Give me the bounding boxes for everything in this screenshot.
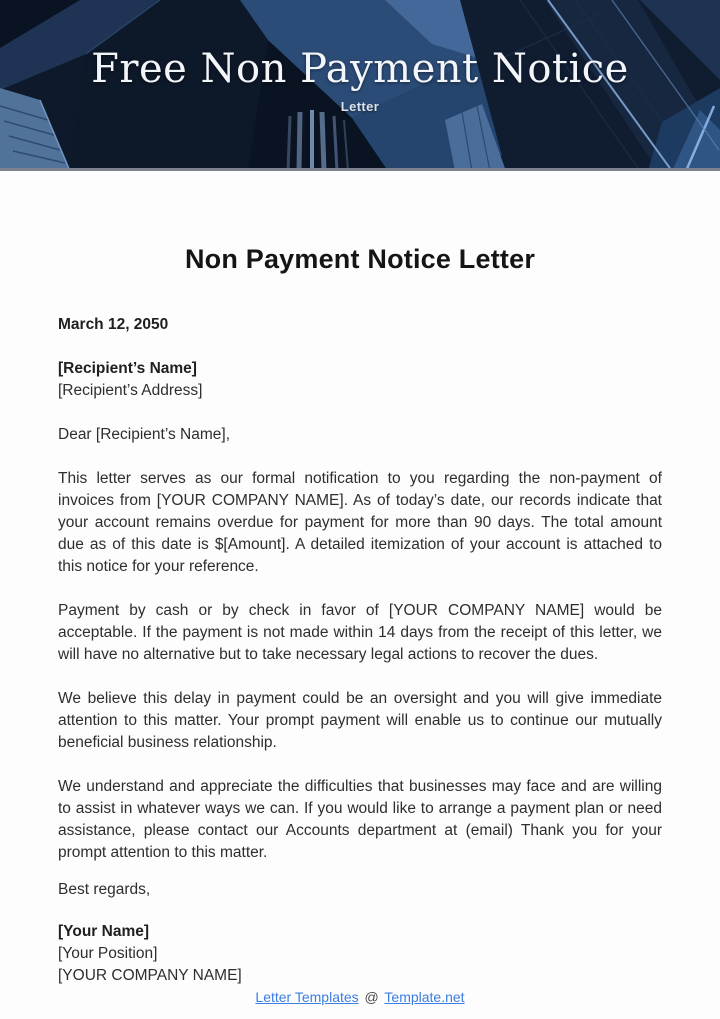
signature-position: [Your Position] — [58, 945, 158, 962]
letter-date: March 12, 2050 — [58, 316, 169, 333]
salutation: Dear [Recipient’s Name], — [58, 426, 231, 443]
closing: Best regards, — [58, 881, 151, 898]
hero-banner — [0, 0, 720, 171]
recipient-address: [Recipient’s Address] — [58, 382, 203, 399]
letter-title: Non Payment Notice Letter — [184, 244, 536, 274]
hero-text — [0, 0, 720, 114]
letter-document — [0, 243, 720, 987]
body-paragraph-1: This letter serves as our formal notification to you regarding the non-payment of invoices from [YOUR COMPANY NAME]. As of today’s date, our records indicate that your account remains overdue for payment for more than 90 days. The total amount due as of this date is $[Amount]. A detailed itemization of your account is attached to this notice for your reference. — [58, 470, 662, 575]
footer-separator: @ — [364, 989, 379, 1005]
letter-templates-link[interactable]: Letter Templates — [255, 989, 359, 1005]
recipient-block — [58, 358, 662, 402]
body-paragraph-2: Payment by cash or by check in favor of [YOUR COMPANY NAME] would be acceptable. If the payment is not made within 14 days from the receipt of this letter, we will have no alternative but to take necessary legal actions to recover the dues. — [58, 602, 662, 663]
body-paragraph-4: We understand and appreciate the difficulties that businesses may face and are willing to assist in whatever ways we can. If you would like to arrange a payment plan or need assistance, please contact our Accounts department at (email) Thank you for your prompt attention to this matter. — [58, 778, 662, 861]
body-paragraph-3: We believe this delay in payment could be an oversight and you will give immediate attention to this matter. Your prompt payment will enable us to continue our mutually beneficial business relationship. — [58, 690, 662, 751]
footer — [0, 989, 720, 1017]
signature-name: [Your Name] — [58, 923, 150, 940]
template-net-link[interactable]: Template.net — [384, 989, 465, 1005]
recipient-name: [Recipient’s Name] — [58, 360, 197, 377]
signature-block — [58, 921, 662, 987]
hero-title: Free Non Payment Notice — [91, 46, 629, 92]
signature-company: [YOUR COMPANY NAME] — [58, 967, 242, 984]
hero-subtitle: Letter — [340, 99, 380, 114]
